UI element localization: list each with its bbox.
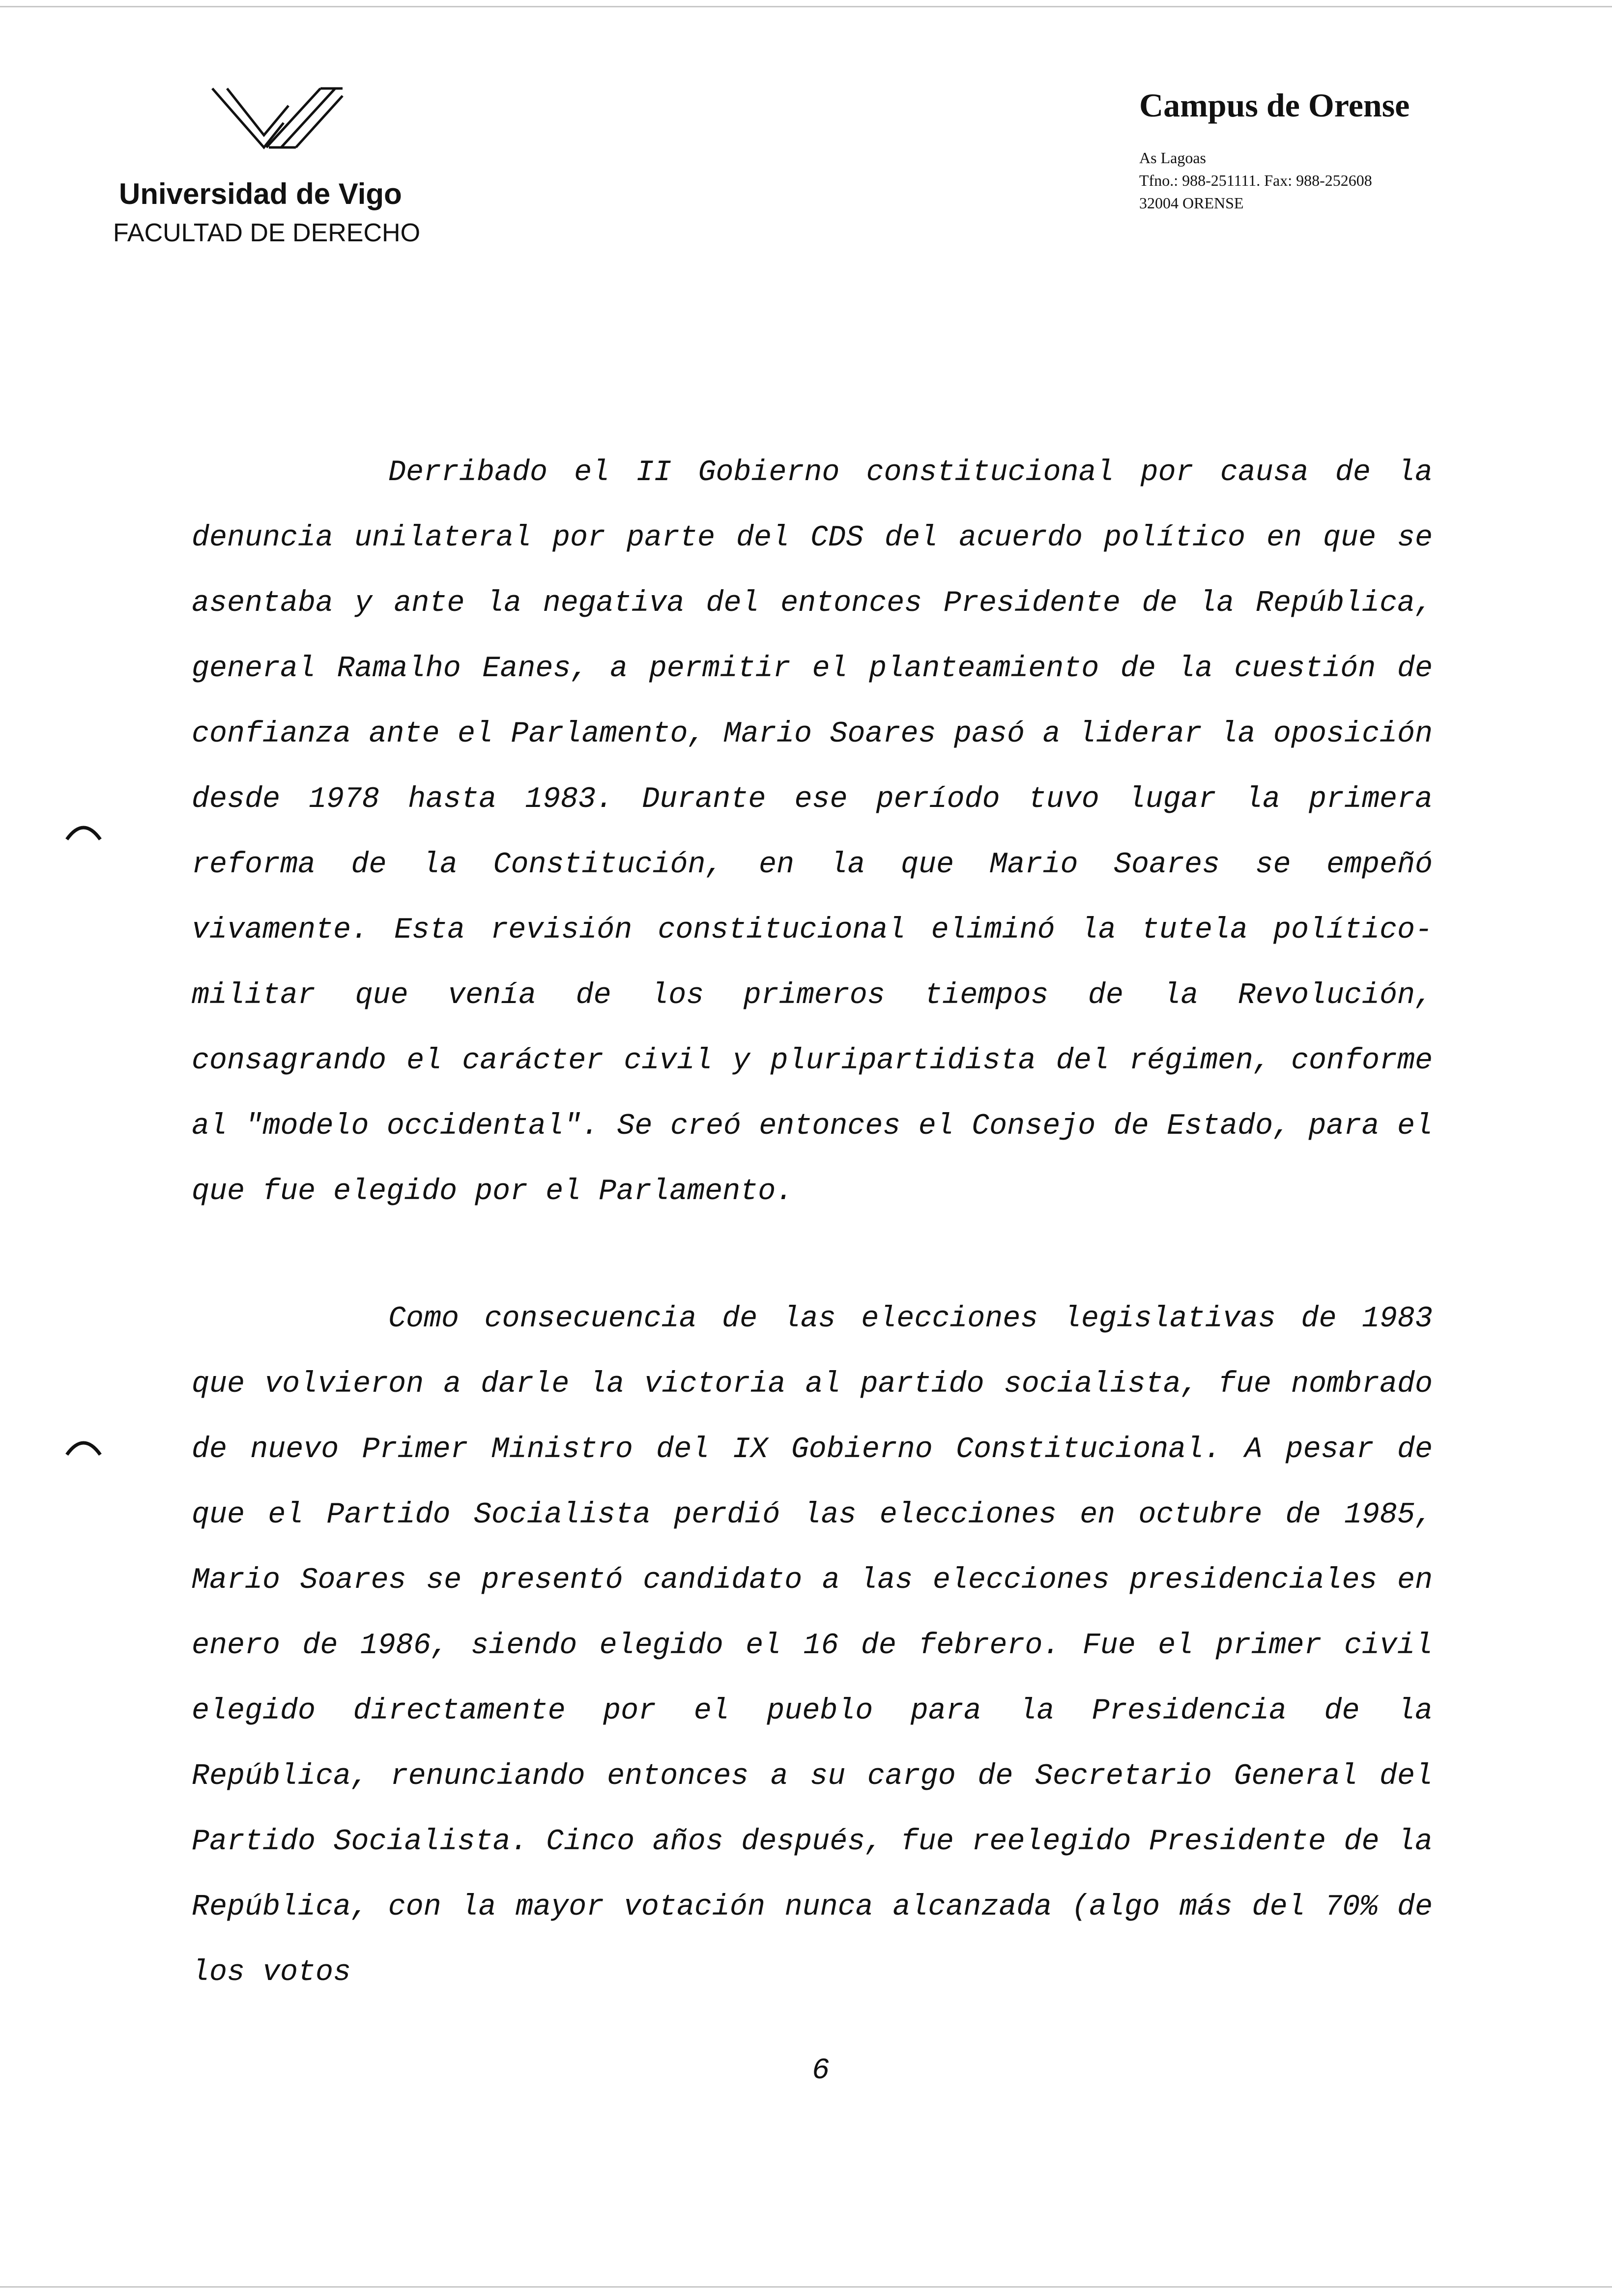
punch-hole-mark [64, 1435, 103, 1464]
address-line: Tfno.: 988-251111. Fax: 988-252608 [1139, 172, 1372, 189]
university-of-vigo-logo-icon [202, 79, 350, 152]
paragraph-text: Derribado el II Gobierno constitucional por causa de la denuncia unilateral por parte del CDS del acuerdo político en que se asentaba y ante la negativa del entonces Presidente de la República, general Ramalho Eanes, a permitir el planteamiento de la cuestión de confianza ante el Parlamento, Mario Soares pasó a liderar la oposición desde 1978 hasta 1983. Durante ese período tuvo lugar la primera reforma de la Constitución, en la que Mario Soares se empeñó vivamente. Esta revisión constitucional eliminó la tutela político-militar que venía de los primeros tiempos de la Revolución, consagrando el carácter civil y pluripartidista del régimen, conforme al "modelo occidental". Se creó entonces el Consejo de Estado, para el que fue elegido por el Parlamento. [192, 456, 1433, 1208]
campus-address [1139, 146, 1562, 214]
campus-title: Campus de Orense [1139, 86, 1410, 124]
campus-header [1139, 88, 1562, 214]
paragraph-text: Como consecuencia de las elecciones legislativas de 1983 que volvieron a darle la victoria al partido socialista, fue nombrado de nuevo Primer Ministro del IX Gobierno Constitucional. A pesar de que el Partido Socialista perdió las elecciones en octubre de 1985, Mario Soares se presentó candidato a las elecciones presidenciales en enero de 1986, siendo elegido el 16 de febrero. Fue el primer civil elegido directamente por el pueblo para la Presidencia de la República, renunciando entonces a su cargo de Secretario General del Partido Socialista. Cinco años después, fue reelegido Presidente de la República, con la mayor votación nunca alcanzada (algo más del 70% de los votos [192, 1302, 1433, 1989]
address-line: As Lagoas [1139, 149, 1206, 167]
body-paragraph [192, 1287, 1433, 2006]
faculty-name: FACULTAD DE DERECHO [113, 219, 421, 247]
university-name: Universidad de Vigo [119, 177, 402, 210]
body-paragraph [192, 440, 1433, 1225]
address-line: 32004 ORENSE [1139, 194, 1244, 212]
bottom-scan-edge [0, 2286, 1612, 2288]
top-scan-edge [0, 6, 1612, 7]
page-number: 6 [811, 2054, 830, 2088]
punch-hole-mark [64, 820, 103, 849]
